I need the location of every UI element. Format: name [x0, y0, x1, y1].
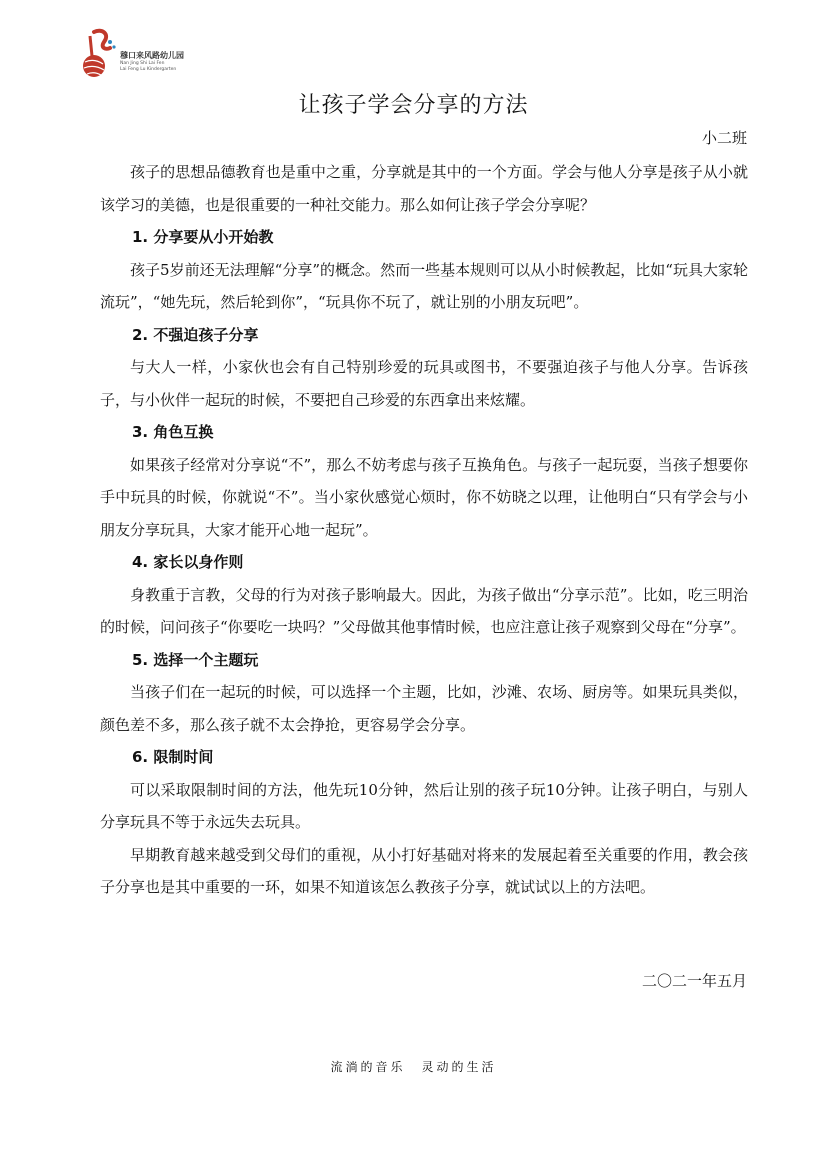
document-date: 二〇二一年五月	[641, 972, 747, 990]
intro-paragraph: 孩子的思想品德教育也是重中之重，分享就是其中的一个方面。学会与他人分享是孩子从小就该学习的美德，也是很重要的一种社交能力。那么如何让孩子学会分享呢？	[100, 163, 748, 214]
kindergarten-logo	[80, 28, 220, 80]
class-name: 小二班	[701, 129, 747, 147]
footer-slogan	[0, 1058, 827, 1075]
section-heading: 2. 不强迫孩子分享	[132, 325, 259, 344]
conclusion-paragraph: 早期教育越来越受到父母们的重视，从小打好基础对将来的发展起着至关重要的作用，教会孩子分享也是其中重要的一环，如果不知道该怎么教孩子分享，就试试以上的方法吧。	[100, 845, 748, 896]
section-heading: 6. 限制时间	[132, 748, 214, 766]
section-heading: 1. 分享要从小开始教	[132, 228, 274, 246]
logo-icon	[80, 28, 118, 80]
logo-chinese-name: 穆口来风路幼儿园	[120, 51, 184, 60]
article-body	[100, 156, 748, 904]
section-paragraph: 如果孩子经常对分享说“不”，那么不妨考虑与孩子互换角色。与孩子一起玩耍，当孩子想要你手中玩具的时候，你就说“不”。当小家伙感觉心烦时，你不妨晓之以理，让他明白“只有学会与小朋友分享玩具，大家才能开心地一起玩”。	[100, 455, 748, 539]
section-paragraph: 当孩子们在一起玩的时候，可以选择一个主题，比如，沙滩、农场、厨房等。如果玩具类似，颜色差不多，那么孩子就不太会挣抢，更容易学会分享。	[100, 683, 748, 734]
section-heading: 5. 选择一个主题玩	[132, 650, 259, 669]
footer-slogan-left: 流淌的音乐	[330, 1060, 406, 1074]
section-paragraph: 孩子5岁前还无法理解“分享”的概念。然而一些基本规则可以从小时候教起，比如“玩具大家轮流玩”，“她先玩，然后轮到你”，“玩具你不玩了，就让别的小朋友玩吧”。	[100, 260, 748, 311]
section-heading: 3. 角色互换	[132, 423, 214, 441]
logo-english-name: Nan Jing Shi Lai Fen Lai Feng Lu Kindergarten	[120, 61, 177, 72]
section-paragraph: 可以采取限制时间的方法，他先玩10分钟，然后让别的孩子玩10分钟。让孩子明白，与别人分享玩具不等于永远失去玩具。	[100, 780, 748, 831]
section-paragraph: 身教重于言教，父母的行为对孩子影响最大。因此，为孩子做出“分享示范”。比如，吃三明治的时候，问问孩子“你要吃一块吗？”父母做其他事情时候，也应注意让孩子观察到父母在“分享”。	[100, 585, 748, 636]
page-title: 让孩子学会分享的方法	[298, 93, 529, 118]
section-heading: 4. 家长以身作则	[132, 553, 244, 571]
section-paragraph: 与大人一样，小家伙也会有自己特别珍爱的玩具或图书，不要强迫孩子与他人分享。告诉孩子，与小伙伴一起玩的时候，不要把自己珍爱的东西拿出来炫耀。	[100, 358, 748, 409]
footer-slogan-right: 灵动的生活	[421, 1060, 497, 1074]
